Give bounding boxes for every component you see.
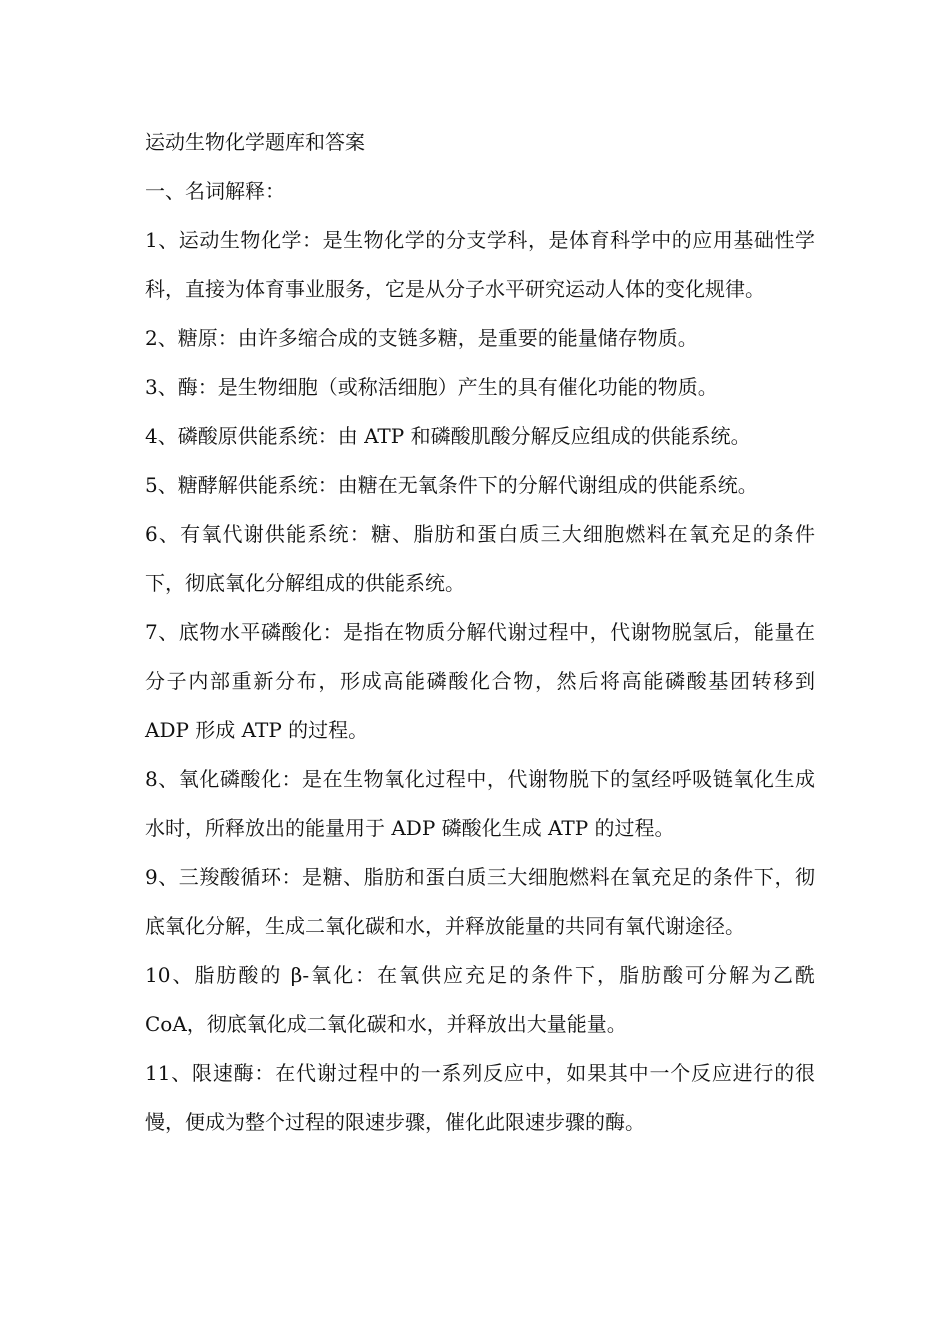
document-body	[145, 118, 815, 1147]
definition-entry-11: 11、限速酶：在代谢过程中的一系列反应中，如果其中一个反应进行的很慢，便成为整个过程的限速步骤，催化此限速步骤的酶。	[145, 1061, 815, 1134]
definition-entry-1: 1、运动生物化学：是生物化学的分支学科，是体育科学中的应用基础性学科，直接为体育事业服务，它是从分子水平研究运动人体的变化规律。	[145, 228, 815, 301]
definition-entry-8: 8、氧化磷酸化：是在生物氧化过程中，代谢物脱下的氢经呼吸链氧化生成水时，所释放出的能量用于 ADP 磷酸化生成 ATP 的过程。	[145, 767, 815, 840]
document-title: 运动生物化学题库和答案	[145, 130, 365, 154]
definition-entry-5: 5、糖酵解供能系统：由糖在无氧条件下的分解代谢组成的供能系统。	[145, 473, 758, 497]
definition-entry-9: 9、三羧酸循环：是糖、脂肪和蛋白质三大细胞燃料在氧充足的条件下，彻底氧化分解，生成二氧化碳和水，并释放能量的共同有氧代谢途径。	[145, 865, 815, 938]
definition-entry-6: 6、有氧代谢供能系统：糖、脂肪和蛋白质三大细胞燃料在氧充足的条件下，彻底氧化分解组成的供能系统。	[145, 522, 815, 595]
definition-entry-4: 4、磷酸原供能系统：由 ATP 和磷酸肌酸分解反应组成的供能系统。	[145, 424, 751, 448]
definition-entry-3: 3、酶：是生物细胞（或称活细胞）产生的具有催化功能的物质。	[145, 375, 718, 399]
section-heading: 一、名词解释：	[145, 179, 285, 203]
definition-entry-7: 7、底物水平磷酸化：是指在物质分解代谢过程中，代谢物脱氢后，能量在分子内部重新分布，形成高能磷酸化合物，然后将高能磷酸基团转移到 ADP 形成 ATP 的过程。	[145, 620, 815, 742]
definition-entry-2: 2、糖原：由许多缩合成的支链多糖，是重要的能量储存物质。	[145, 326, 698, 350]
definition-entry-10: 10、脂肪酸的 β-氧化：在氧供应充足的条件下，脂肪酸可分解为乙酰 CoA，彻底氧化成二氧化碳和水，并释放出大量能量。	[145, 963, 815, 1036]
